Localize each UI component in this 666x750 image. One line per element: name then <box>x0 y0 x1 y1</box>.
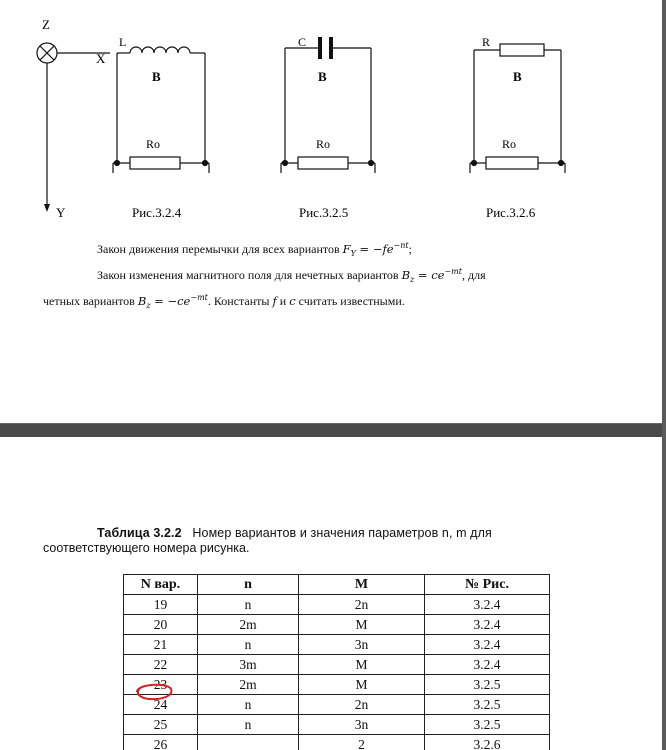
table-cell: M <box>299 655 425 675</box>
resistor-r-label: R <box>482 35 491 49</box>
table-row <box>124 655 550 675</box>
resistor-ro-symbol <box>486 157 538 169</box>
table-header-row <box>124 575 550 595</box>
formula-rhs: = ce <box>414 268 445 282</box>
resistor-label: Ro <box>502 137 517 151</box>
x-axis-label: X <box>96 51 106 66</box>
table-row <box>124 635 550 655</box>
table-caption-line-2: соответствующего номера рисунка. <box>43 541 250 555</box>
table-row <box>124 695 550 715</box>
table-cell: 3.2.4 <box>425 595 550 615</box>
table-row <box>124 615 550 635</box>
table-cell: n <box>198 715 299 735</box>
text-line-2 <box>97 264 486 287</box>
table-cell: 2m <box>198 615 299 635</box>
document-page-2 <box>0 437 666 750</box>
table-cell: n <box>198 695 299 715</box>
table-row-highlighted <box>124 675 550 695</box>
table-cell: M <box>299 615 425 635</box>
table-cell: M <box>299 675 425 695</box>
resistor-ro-symbol <box>298 157 348 169</box>
figure-caption: Рис.3.2.5 <box>299 205 349 220</box>
table-caption <box>97 526 492 540</box>
field-label: B <box>152 69 161 84</box>
table-cell: n <box>198 635 299 655</box>
text-line-3-tail: считать известными. <box>298 294 405 308</box>
header-cell: n <box>198 575 299 595</box>
resistor-label: Ro <box>146 137 161 151</box>
table-cell: 3.2.5 <box>425 695 550 715</box>
coordinate-axes <box>37 43 110 212</box>
table-cell: 25 <box>124 715 198 735</box>
figure-caption: Рис.3.2.4 <box>132 205 182 220</box>
text-line-1 <box>97 238 412 261</box>
z-axis-label: Z <box>42 17 50 32</box>
table-cell: 21 <box>124 635 198 655</box>
table-cell: 2n <box>299 695 425 715</box>
table-cell: 23 <box>124 675 198 695</box>
formula-exp: −mt <box>444 267 462 276</box>
table-cell: 2m <box>198 675 299 695</box>
table-cell: 3.2.5 <box>425 675 550 695</box>
table-cell: 3.2.6 <box>425 735 550 750</box>
inductor-symbol <box>130 47 190 53</box>
resistor-label: Ro <box>316 137 331 151</box>
table-cell: 3.2.4 <box>425 655 550 675</box>
table-row <box>124 715 550 735</box>
text-line-3-end: . Константы <box>207 294 270 308</box>
formula-rhs: = −fe <box>355 242 394 256</box>
table-cell: 3n <box>299 635 425 655</box>
circuit-fig-3-2-5 <box>281 37 375 173</box>
table-cell: 20 <box>124 615 198 635</box>
table-cell <box>198 735 299 750</box>
text-line-2-end: , для <box>461 268 486 282</box>
symbol-f: f <box>272 294 277 308</box>
window-edge <box>662 0 666 750</box>
text-line-2-body: Закон изменения магнитного поля для нечетных вариантов <box>97 268 399 282</box>
table-cell: 3.2.5 <box>425 715 550 735</box>
conjunction: и <box>279 294 287 308</box>
table-caption-text: Номер вариантов и значения параметров n, m для <box>192 526 492 540</box>
table-cell: 3.2.4 <box>425 615 550 635</box>
table-cell: 19 <box>124 595 198 615</box>
resistor-r-symbol <box>500 44 544 56</box>
table-cell: 3.2.4 <box>425 635 550 655</box>
symbol-c: c <box>289 294 296 308</box>
table-caption-title: Таблица 3.2.2 <box>97 526 182 540</box>
header-cell: M <box>299 575 425 595</box>
table-row <box>124 595 550 615</box>
y-axis-label: Y <box>56 205 66 220</box>
header-cell: N вар. <box>124 575 198 595</box>
table-cell: 2n <box>299 595 425 615</box>
inductor-label: L <box>119 35 127 49</box>
field-label: B <box>513 69 522 84</box>
formula-f: F <box>342 242 351 256</box>
capacitor-label: C <box>298 35 307 49</box>
table-cell: 22 <box>124 655 198 675</box>
formula-rhs: = −ce <box>150 294 191 308</box>
page-separator <box>0 423 666 437</box>
formula-exp: −nt <box>393 241 409 250</box>
text-line-3 <box>43 290 405 313</box>
circuit-fig-3-2-4 <box>113 47 209 173</box>
table-cell: 2 <box>299 735 425 750</box>
header-cell: № Рис. <box>425 575 550 595</box>
figure-caption: Рис.3.2.6 <box>486 205 536 220</box>
variants-table <box>123 574 550 750</box>
table-cell: 3m <box>198 655 299 675</box>
table-cell: 26 <box>124 735 198 750</box>
formula-sub: Y <box>350 249 356 258</box>
text-line-1-body: Закон движения перемычки для всех вариантов <box>97 242 340 256</box>
formula-b: B <box>137 294 147 308</box>
table-cell: n <box>198 595 299 615</box>
text-line-3-body: четных вариантов <box>43 294 135 308</box>
table-cell: 3n <box>299 715 425 735</box>
formula-sub: z <box>146 301 151 310</box>
formula-sub: z <box>410 275 415 284</box>
table-row <box>124 735 550 750</box>
text-line-1-end: ; <box>408 242 412 256</box>
formula-exp: −mt <box>190 293 208 302</box>
table-cell: 24 <box>124 695 198 715</box>
circuit-fig-3-2-6 <box>470 44 565 173</box>
field-label: B <box>318 69 327 84</box>
resistor-ro-symbol <box>130 157 180 169</box>
formula-b: B <box>401 268 411 282</box>
